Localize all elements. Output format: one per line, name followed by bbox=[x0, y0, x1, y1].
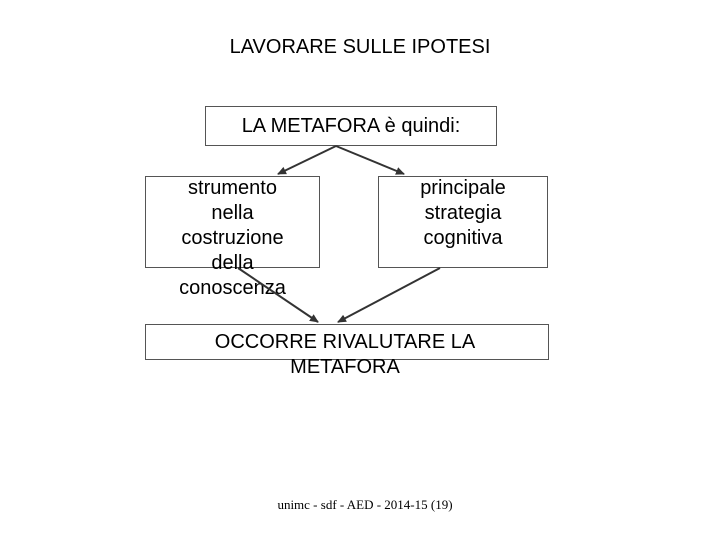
strumento-line-1: strumento bbox=[188, 177, 277, 199]
footer-citation: unimc - sdf - AED - 2014-15 (19) bbox=[277, 497, 453, 512]
arrow-to-strumento bbox=[278, 146, 336, 174]
strategia-line-2: strategia bbox=[424, 202, 502, 224]
strumento-line-5: conoscenza bbox=[179, 277, 286, 299]
strumento-line-2: nella bbox=[211, 202, 254, 224]
arrow-strumento-to-rivalutare bbox=[238, 268, 318, 322]
rivalutare-line-2: METAFORA bbox=[290, 356, 400, 378]
rivalutare-line-1: OCCORRE RIVALUTARE LA bbox=[214, 331, 476, 353]
arrow-to-strategia bbox=[336, 146, 404, 174]
metafora-label: LA METAFORA è quindi: bbox=[241, 115, 461, 137]
strategia-line-3: cognitiva bbox=[423, 227, 503, 249]
slide-title: LAVORARE SULLE IPOTESI bbox=[229, 36, 491, 58]
strategia-line-1: principale bbox=[420, 177, 506, 199]
arrow-strategia-to-rivalutare bbox=[338, 268, 440, 322]
strumento-line-4: della bbox=[211, 252, 254, 274]
strumento-line-3: costruzione bbox=[181, 227, 284, 249]
